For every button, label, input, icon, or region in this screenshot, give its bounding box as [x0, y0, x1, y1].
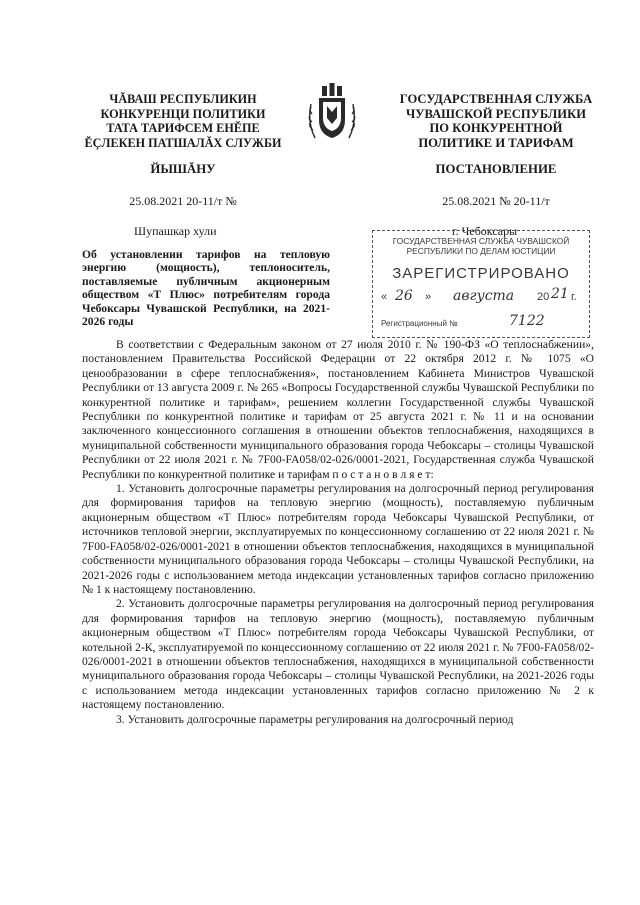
- body-paragraph: 2. Установить долгосрочные параметры регулирования на долгосрочный период регулирования для формирования тарифов на тепловую энергию (мощность), поставляемую публичным акционерным обществом «Т Плюс» потребителям города Чебоксары Чувашской Республики, от котельной 2-К, эксплуатируемой по концессионному соглашению от 22 июля 2021 г. № 7F00-FA058/02-026/0001-2021 в отношении объектов теплоснабжения, находящихся в муниципальной собственности муниципального образования города Чебоксары – столицы Чувашской Республики, на 2021-2026 годы с использованием метода индексации установленных тарифов согласно приложению № 2 к настоящему постановлению.: [82, 597, 594, 712]
- stamp-reg-number: 7122: [509, 313, 545, 329]
- document-body: [82, 338, 594, 727]
- body-paragraph: 1. Установить долгосрочные параметры регулирования на долгосрочный период регулирования для формирования тарифов на тепловую энергию (мощность), поставляемую публичным акционерным обществом «Т Плюс» потребителям города Чебоксары Чувашской Республики, от источников тепловой энергии, эксплуатируемых по концессионному соглашению от 22 июля 2021 г. № 7F00-FA058/02-026/0001-2021 в отношении объектов теплоснабжения, находящихся в муниципальной собственности муниципального образования города Чебоксары – столицы Чувашской Республики, на 2021-2026 годы с использованием метода индексации установленных тарифов согласно приложению № 1 к настоящему постановлению.: [82, 482, 594, 596]
- body-paragraph: 3. Установить долгосрочные параметры регулирования на долгосрочный период: [116, 712, 514, 726]
- stamp-year-prefix: 20: [537, 291, 550, 303]
- stamp-agency-line: РЕСПУБЛИКИ ПО ДЕЛАМ ЮСТИЦИИ: [406, 246, 556, 256]
- city-russian: г. Чебоксары: [452, 224, 518, 238]
- body-paragraph: В соответствии с Федеральным законом от 27 июля 2010 г. № 190-ФЗ «О теплоснабжении», постановлением Правительства Российской Федерации от 22 октября 2012 г. № 1075 «О ценообразовании в сфере теплоснабжения», постановлением Кабинета Министров Чувашской Республики от 13 августа 2009 г. № 265 «Вопросы Государственной службы Чувашской Республики по конкурентной политике и тарифам», решением коллегии Государственной службы Чувашской Республики по конкурентной политике и тарифам от 25 августа 2021 г. № 11 и на основании заключенного концессионного соглашения в отношении объектов теплоснабжения, находящихся в муниципальной собственности муниципального образования города Чебоксары – столицы Чувашской Республики от 22 июля 2021 г. № 7F00-FA058/02-026/0001-2021, Государственная служба Чувашской Республики по конкурентной политике и тарифам п о с т а н о в л я е т:: [82, 338, 594, 481]
- stamp-month: августа: [453, 288, 515, 304]
- agency-name-chuvash-line: КОНКУРЕНЦИ ПОЛИТИКИ: [100, 106, 266, 121]
- stamp-agency-line: ГОСУДАРСТВЕННАЯ СЛУЖБА ЧУВАШСКОЙ: [392, 236, 570, 246]
- doc-kind-chuvash: ЙЫШĂНУ: [150, 162, 216, 176]
- agency-name-chuvash-line: ĔÇЛЕКЕН ПАТШАЛĂХ СЛУЖБИ: [84, 135, 282, 150]
- document-title: Об установлении тарифов на тепловую энергию (мощность), теплоноситель, поставляемые публичным акционерным обществом «Т Плюс» потребителям города Чебоксары Чувашской Республики, на 2021-2026 годы: [82, 248, 330, 329]
- doc-kind-russian: ПОСТАНОВЛЕНИЕ: [435, 162, 557, 176]
- city-chuvash: Шупашкар хули: [134, 224, 217, 238]
- registration-stamp: [372, 230, 590, 338]
- stamp-close-quote: »: [425, 291, 432, 303]
- stamp-day: 26: [395, 288, 413, 304]
- chuvash-emblem-icon: [303, 80, 361, 144]
- doc-date-chuvash: 25.08.2021 20-11/т №: [129, 194, 237, 208]
- agency-name-russian-line: ПО КОНКУРЕНТНОЙ: [429, 121, 563, 135]
- stamp-reg-number-row: [379, 315, 585, 333]
- stamp-open-quote: «: [381, 291, 388, 303]
- stamp-year-suffix: 21: [551, 286, 569, 302]
- agency-name-chuvash-line: ТАТА ТАРИФСЕМ ЕНĔПЕ: [106, 121, 260, 135]
- stamp-year-letter: г.: [571, 291, 577, 303]
- stamp-date: [379, 286, 585, 309]
- agency-name-chuvash: [80, 92, 286, 150]
- agency-name-russian-line: ГОСУДАРСТВЕННАЯ СЛУЖБА: [399, 92, 593, 106]
- agency-name-russian-line: ПОЛИТИКЕ И ТАРИФАМ: [418, 135, 574, 150]
- agency-name-chuvash-line: ЧĂВАШ РЕСПУБЛИКИН: [109, 92, 257, 106]
- doc-date-russian: 25.08.2021 № 20-11/т: [442, 194, 550, 208]
- agency-name-russian: [390, 92, 602, 150]
- agency-name-russian-line: ЧУВАШСКОЙ РЕСПУБЛИКИ: [405, 106, 586, 121]
- stamp-registered: ЗАРЕГИСТРИРОВАНО: [392, 265, 570, 282]
- stamp-reg-label: Регистрационный №: [381, 319, 458, 328]
